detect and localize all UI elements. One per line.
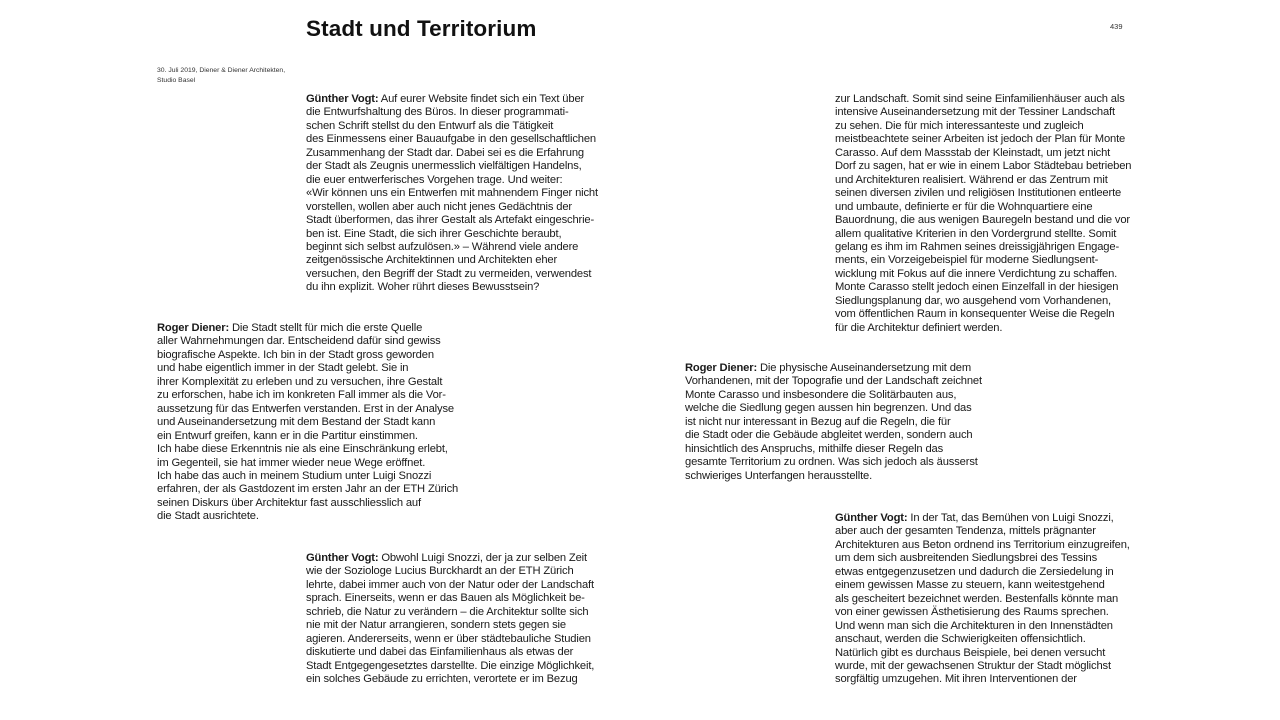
text-line: [835, 133, 1131, 146]
text-line: [835, 160, 1131, 173]
text-line: [306, 228, 598, 241]
text-line: [685, 375, 982, 388]
line-text: agieren. Andererseits, wenn er über städtebauliche Studien: [306, 632, 591, 645]
text-line: [835, 120, 1131, 133]
text-line: [835, 214, 1131, 227]
line-text: gesamte Territorium zu ordnen. Was sich jedoch als äusserst: [685, 456, 978, 469]
line-text: schrieb, die Natur zu verändern – die Architektur sollte sich: [306, 605, 589, 618]
line-text: aussetzung für das Entwerfen verstanden. Erst in der Analyse: [157, 402, 454, 415]
text-line: [306, 187, 598, 200]
text-line: [306, 174, 598, 187]
line-text: Monte Carasso stellt jedoch einen Einzelfall in der hiesigen: [835, 281, 1119, 294]
line-text: wie der Soziologe Lucius Burckhardt an der ETH Zürich: [306, 565, 574, 578]
line-text: beginnt sich selbst aufzulösen.» – Während viele andere: [306, 240, 579, 253]
text-line: [157, 335, 458, 348]
text-line: [685, 362, 982, 375]
text-line: [306, 673, 594, 686]
line-text: um dem sich ausbreitenden Siedlungsbrei des Tessins: [835, 552, 1098, 565]
page-number: 439: [1110, 22, 1123, 31]
date-caption: [157, 66, 285, 85]
line-text: die euer entwerferisches Vorgehen trage. Und weiter:: [306, 173, 563, 186]
line-text: welche die Siedlung gegen aussen hin begrenzen. Und das: [685, 402, 972, 415]
line-text: seinen diversen zivilen und religiösen Institutionen entleerte: [835, 187, 1122, 200]
line-text: aber auch der gesamten Tendenza, mittels prägnanter: [835, 525, 1096, 538]
line-text: wicklung mit Fokus auf die innere Verdichtung zu schaffen.: [835, 267, 1118, 280]
text-line: [685, 389, 982, 402]
line-text: Architekturen aus Beton ordnend ins Territorium einzugreifen,: [835, 538, 1130, 551]
line-text: wurde, mit der gewachsenen Struktur der Stadt möglichst: [835, 659, 1111, 672]
text-line: [835, 606, 1130, 619]
line-text: etwas entgegenzusetzen und dadurch die Zersiedelung in: [835, 565, 1114, 578]
line-text: hinsichtlich des Anspruchs, mithilfe dieser Regeln das: [685, 442, 944, 455]
line-text: des Einmessens einer Bauaufgabe in den gesellschaftlichen: [306, 133, 596, 146]
page-title: Stadt und Territorium: [306, 16, 537, 41]
line-text: ihrer Komplexität zu erleben und zu versuchen, ihre Gestalt: [157, 375, 443, 388]
line-text: nie mit der Natur arrangieren, sondern stets gegen sie: [306, 619, 566, 632]
text-line: [835, 620, 1130, 633]
line-text: die Entwurfshaltung des Büros. In dieser programmati-: [306, 106, 569, 119]
line-text: im Gegenteil, sie hat immer wieder neue Wege eröffnet.: [157, 456, 426, 469]
line-text: Monte Carasso und insbesondere die Solitärbauten aus,: [685, 388, 957, 401]
text-line: [157, 483, 458, 496]
line-text: und Architekturen realisiert. Während er das Zentrum mit: [835, 173, 1108, 186]
text-line: [835, 228, 1131, 241]
text-line: [157, 389, 458, 402]
text-line: [306, 160, 598, 173]
text-line: [835, 512, 1130, 525]
text-line: [306, 606, 594, 619]
line-text: Vorhandenen, mit der Topografie und der Landschaft zeichnet: [685, 375, 982, 388]
line-text: sprach. Einerseits, wenn er das Bauen als Möglichkeit be-: [306, 592, 585, 605]
line-text: Dorf zu sagen, hat er wie in einem Labor Städtebau betrieben: [835, 160, 1132, 173]
text-line: [157, 497, 458, 510]
line-text: erfahren, der als Gastdozent im ersten Jahr an der ETH Zürich: [157, 483, 459, 496]
text-line: [685, 429, 982, 442]
line-text: Stadt Entgegengesetztes darstellte. Die einzige Möglichkeit,: [306, 659, 595, 672]
text-line: [157, 430, 458, 443]
line-text: intensive Auseinandersetzung mit der Tessiner Landschaft: [835, 106, 1115, 119]
line-text: Und wenn man sich die Architekturen in den Innenstädten: [835, 619, 1113, 632]
caption-line: 30. Juli 2019, Diener & Diener Architekten,: [157, 67, 286, 74]
line-text: gelang es ihm im Rahmen seines dreissigjährigen Engage-: [835, 240, 1120, 253]
line-text: schwieriges Unterfangen herausstellte.: [685, 469, 873, 482]
text-line: [835, 93, 1131, 106]
line-text: meistbeachtete seiner Arbeiten ist jedoch der Plan für Monte: [835, 133, 1126, 146]
line-text: allem qualitative Kriterien in den Vordergrund stellte. Somit: [835, 227, 1117, 240]
text-line: [306, 619, 594, 632]
text-line: [685, 456, 982, 469]
text-line: [306, 254, 598, 267]
text-line: [835, 295, 1131, 308]
line-text: anschaut, werden die Schwierigkeiten offensichtlich.: [835, 633, 1086, 646]
line-text: Ich habe das auch in meinem Studium unter Luigi Snozzi: [157, 469, 432, 482]
line-text: der Stadt als Zeugnis unermesslich vielfältigen Handelns,: [306, 160, 582, 173]
text-line: [835, 147, 1131, 160]
text-line: [157, 510, 458, 523]
line-text: zur Landschaft. Somit sind seine Einfamilienhäuser auch als: [835, 93, 1125, 105]
text-line: [306, 133, 598, 146]
text-line: [306, 120, 598, 133]
text-line: [685, 443, 982, 456]
line-text: lehrte, dabei immer auch von der Natur oder der Landschaft: [306, 578, 594, 591]
line-text: ein solches Gebäude zu errichten, verortete er im Bezug: [306, 673, 578, 686]
line-text: von einer gewissen Ästhetisierung des Raums sprechen.: [835, 606, 1109, 619]
text-line: [157, 443, 458, 456]
line-text: «Wir können uns ein Entwerfen mit mahnendem Finger nicht: [306, 187, 598, 200]
text-line: [835, 566, 1130, 579]
interview-block-vogt-1: [306, 93, 598, 295]
line-text: du ihn explizit. Woher rührt dieses Bewusstsein?: [306, 281, 540, 294]
line-text: und umbaute, definierte er für die Wohnquartiere eine: [835, 200, 1093, 213]
speaker-name: Günther Vogt:: [306, 93, 379, 105]
text-line: [157, 416, 458, 429]
interview-block-vogt-3: [835, 512, 1130, 687]
line-text: sorgfältig umzugehen. Mit ihren Interventionen der: [835, 673, 1077, 686]
line-text: seinen Diskurs über Architektur fast ausschliesslich auf: [157, 496, 421, 509]
line-text: vorstellen, wollen aber auch nicht jenes Gedächtnis der: [306, 200, 573, 213]
text-line: [157, 376, 458, 389]
line-text: Die physische Auseinandersetzung mit dem: [757, 362, 972, 374]
line-text: Die Stadt stellt für mich die erste Quelle: [229, 322, 423, 334]
line-text: zeitgenössische Architektinnen und Architekten eher: [306, 254, 558, 267]
text-line: [835, 660, 1130, 673]
line-text: Bauordnung, die aus wenigen Bauregeln bestand und die vor: [835, 214, 1130, 227]
text-line: [306, 281, 598, 294]
text-line: [685, 470, 982, 483]
text-line: [835, 673, 1130, 686]
text-line: [835, 579, 1130, 592]
line-text: zu erforschen, habe ich im konkreten Fall immer als die Vor-: [157, 389, 446, 402]
line-text: biografische Aspekte. Ich bin in der Stadt gross geworden: [157, 348, 434, 361]
line-text: Obwohl Luigi Snozzi, der ja zur selben Zeit: [378, 552, 587, 564]
interview-block-vogt-2: [306, 552, 594, 687]
caption-line: Studio Basel: [157, 76, 196, 84]
text-line: [685, 402, 982, 415]
line-text: ist nicht nur interessant in Bezug auf die Regeln, die für: [685, 415, 951, 428]
text-line: [157, 362, 458, 375]
line-text: und habe eigentlich immer in der Stadt gelebt. Sie in: [157, 362, 409, 375]
text-line: [835, 201, 1131, 214]
text-line: [306, 106, 598, 119]
line-text: aller Wahrnehmungen dar. Entscheidend dafür sind gewiss: [157, 335, 441, 348]
line-text: Carasso. Auf dem Massstab der Kleinstadt, um jetzt nicht: [835, 146, 1111, 159]
interview-block-diener-1: [157, 322, 458, 524]
text-line: [157, 403, 458, 416]
speaker-name: Roger Diener:: [685, 362, 758, 374]
line-text: als gescheitert bezeichnet werden. Bestenfalls könnte man: [835, 592, 1119, 605]
text-line: [835, 241, 1131, 254]
interview-block-vogt-2-continued: [835, 93, 1131, 335]
text-line: [157, 349, 458, 362]
text-line: [306, 552, 594, 565]
line-text: diskutierte und dabei das Einfamilienhaus als etwas der: [306, 646, 574, 659]
line-text: Zusammenhang der Stadt dar. Dabei sei es die Erfahrung: [306, 146, 584, 159]
text-line: [306, 93, 598, 106]
line-text: die Stadt oder die Gebäude abgleitet werden, sondern auch: [685, 429, 973, 442]
line-text: die Stadt ausrichtete.: [157, 510, 259, 523]
line-text: vom öffentlichen Raum in konsequenter Weise die Regeln: [835, 308, 1115, 321]
text-line: [306, 579, 594, 592]
line-text: Ich habe diese Erkenntnis nie als eine Einschränkung erlebt,: [157, 443, 448, 456]
text-line: [835, 593, 1130, 606]
text-line: [157, 470, 458, 483]
text-line: [835, 174, 1131, 187]
text-line: [835, 539, 1130, 552]
text-line: [835, 268, 1131, 281]
line-text: schen Schrift stellst du den Entwurf als die Tätigkeit: [306, 119, 554, 132]
line-text: Auf eurer Website findet sich ein Text über: [378, 93, 585, 105]
line-text: Siedlungsplanung dar, wo ausgehend vom Vorhandenen,: [835, 294, 1111, 307]
text-line: [306, 147, 598, 160]
text-line: [306, 592, 594, 605]
text-line: [306, 268, 598, 281]
line-text: Natürlich gibt es durchaus Beispiele, bei denen versucht: [835, 646, 1106, 659]
speaker-name: Günther Vogt:: [306, 552, 379, 564]
text-line: [835, 106, 1131, 119]
text-line: [306, 646, 594, 659]
line-text: zu sehen. Die für mich interessanteste und zugleich: [835, 119, 1084, 132]
line-text: und Auseinandersetzung mit dem Bestand der Stadt kann: [157, 416, 436, 429]
speaker-name: Günther Vogt:: [835, 512, 908, 524]
text-line: [835, 308, 1131, 321]
text-line: [306, 633, 594, 646]
interview-block-diener-2: [685, 362, 982, 483]
line-text: In der Tat, das Bemühen von Luigi Snozzi,: [907, 512, 1114, 524]
text-line: [685, 416, 982, 429]
line-text: Stadt überformen, das ihrer Gestalt als Artefakt eingeschrie-: [306, 214, 595, 227]
line-text: einem gewissen Masse zu steuern, kann weitestgehend: [835, 579, 1105, 592]
text-line: [306, 660, 594, 673]
text-line: [306, 201, 598, 214]
text-line: [835, 552, 1130, 565]
text-line: [157, 322, 458, 335]
text-line: [157, 457, 458, 470]
line-text: ments, ein Vorzeigebeispiel für moderne Siedlungsent-: [835, 254, 1099, 267]
text-line: [306, 565, 594, 578]
line-text: ben ist. Eine Stadt, die sich ihrer Geschichte beraubt,: [306, 227, 562, 240]
line-text: für die Architektur definiert werden.: [835, 321, 1003, 334]
text-line: [835, 281, 1131, 294]
speaker-name: Roger Diener:: [157, 322, 230, 334]
text-line: [306, 241, 598, 254]
text-line: [835, 647, 1130, 660]
text-line: [835, 254, 1131, 267]
line-text: ein Entwurf greifen, kann er in die Partitur einstimmen.: [157, 429, 418, 442]
text-line: [835, 525, 1130, 538]
text-line: [835, 187, 1131, 200]
text-line: [835, 633, 1130, 646]
line-text: versuchen, den Begriff der Stadt zu vermeiden, verwendest: [306, 267, 592, 280]
text-line: [306, 214, 598, 227]
text-line: [835, 322, 1131, 335]
